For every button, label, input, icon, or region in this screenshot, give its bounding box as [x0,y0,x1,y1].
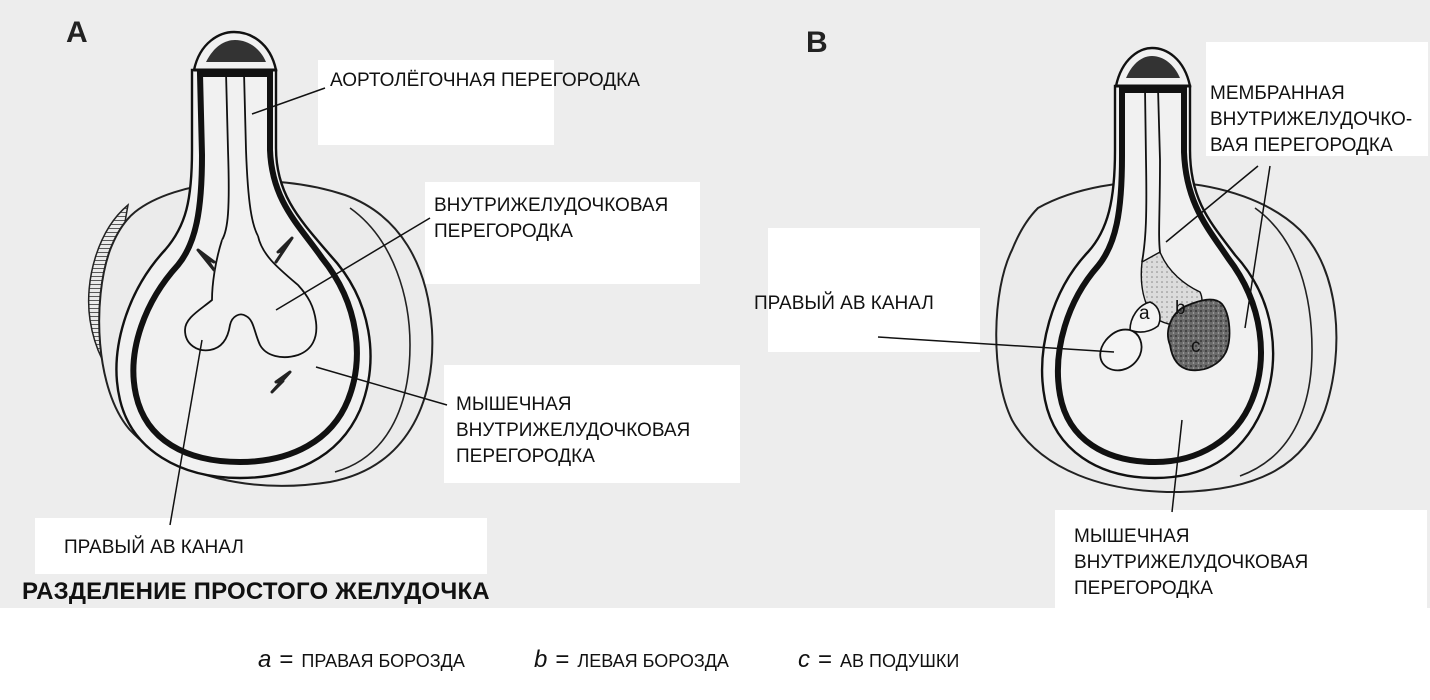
heart-panel-a [89,32,433,486]
legend-symbol: b [534,646,548,673]
legend-equals: = [818,646,833,673]
legend-text: ПРАВАЯ БОРОЗДА [301,651,465,671]
legend-item-av-cushions [798,646,959,674]
mark-a: a [1139,303,1150,324]
legend-item-left-sulcus [534,646,729,674]
label-line: ВНУТРИЖЕЛУДОЧКОВАЯ [1074,552,1309,573]
label-line: ВНУТРИЖЕЛУДОЧКОВАЯ [434,195,669,216]
legend-text: АВ ПОДУШКИ [840,651,960,671]
figure-title: РАЗДЕЛЕНИЕ ПРОСТОГО ЖЕЛУДОЧКА [22,578,490,605]
label-interventricular-septum-a [434,193,668,245]
mark-b: b [1175,298,1186,319]
legend-equals: = [279,646,294,673]
label-line: МЫШЕЧНАЯ [1074,526,1190,547]
label-line: ПЕРЕГОРОДКА [434,221,573,242]
label-line: ВНУТРИЖЕЛУДОЧКОВАЯ [456,420,691,441]
label-muscular-septum-b [1074,524,1308,602]
label-line: ПЕРЕГОРОДКА [1074,578,1213,599]
panel-letter-b: B [806,26,828,59]
label-line: ПЕРЕГОРОДКА [456,446,595,467]
legend-text: ЛЕВАЯ БОРОЗДА [577,651,729,671]
label-muscular-septum-a [456,392,690,470]
label-line: МЕМБРАННАЯ [1210,83,1345,104]
legend-symbol: a [258,646,272,673]
label-aortopulmonary-septum: АОРТОЛЁГОЧНАЯ ПЕРЕГОРОДКА [330,70,640,91]
label-line: ВАЯ ПЕРЕГОРОДКА [1210,135,1393,156]
label-line: МЫШЕЧНАЯ [456,394,572,415]
panel-letter-a: A [66,16,88,49]
legend-equals: = [555,646,570,673]
legend-symbol: c [798,646,810,673]
label-line: ВНУТРИЖЕЛУДОЧКО- [1210,109,1413,130]
label-right-av-canal-b: ПРАВЫЙ АВ КАНАЛ [754,293,934,314]
mark-c: c [1191,336,1201,357]
legend-item-right-sulcus [258,646,465,674]
label-right-av-canal-a: ПРАВЫЙ АВ КАНАЛ [64,537,244,558]
label-membranous-septum-b [1210,81,1412,159]
